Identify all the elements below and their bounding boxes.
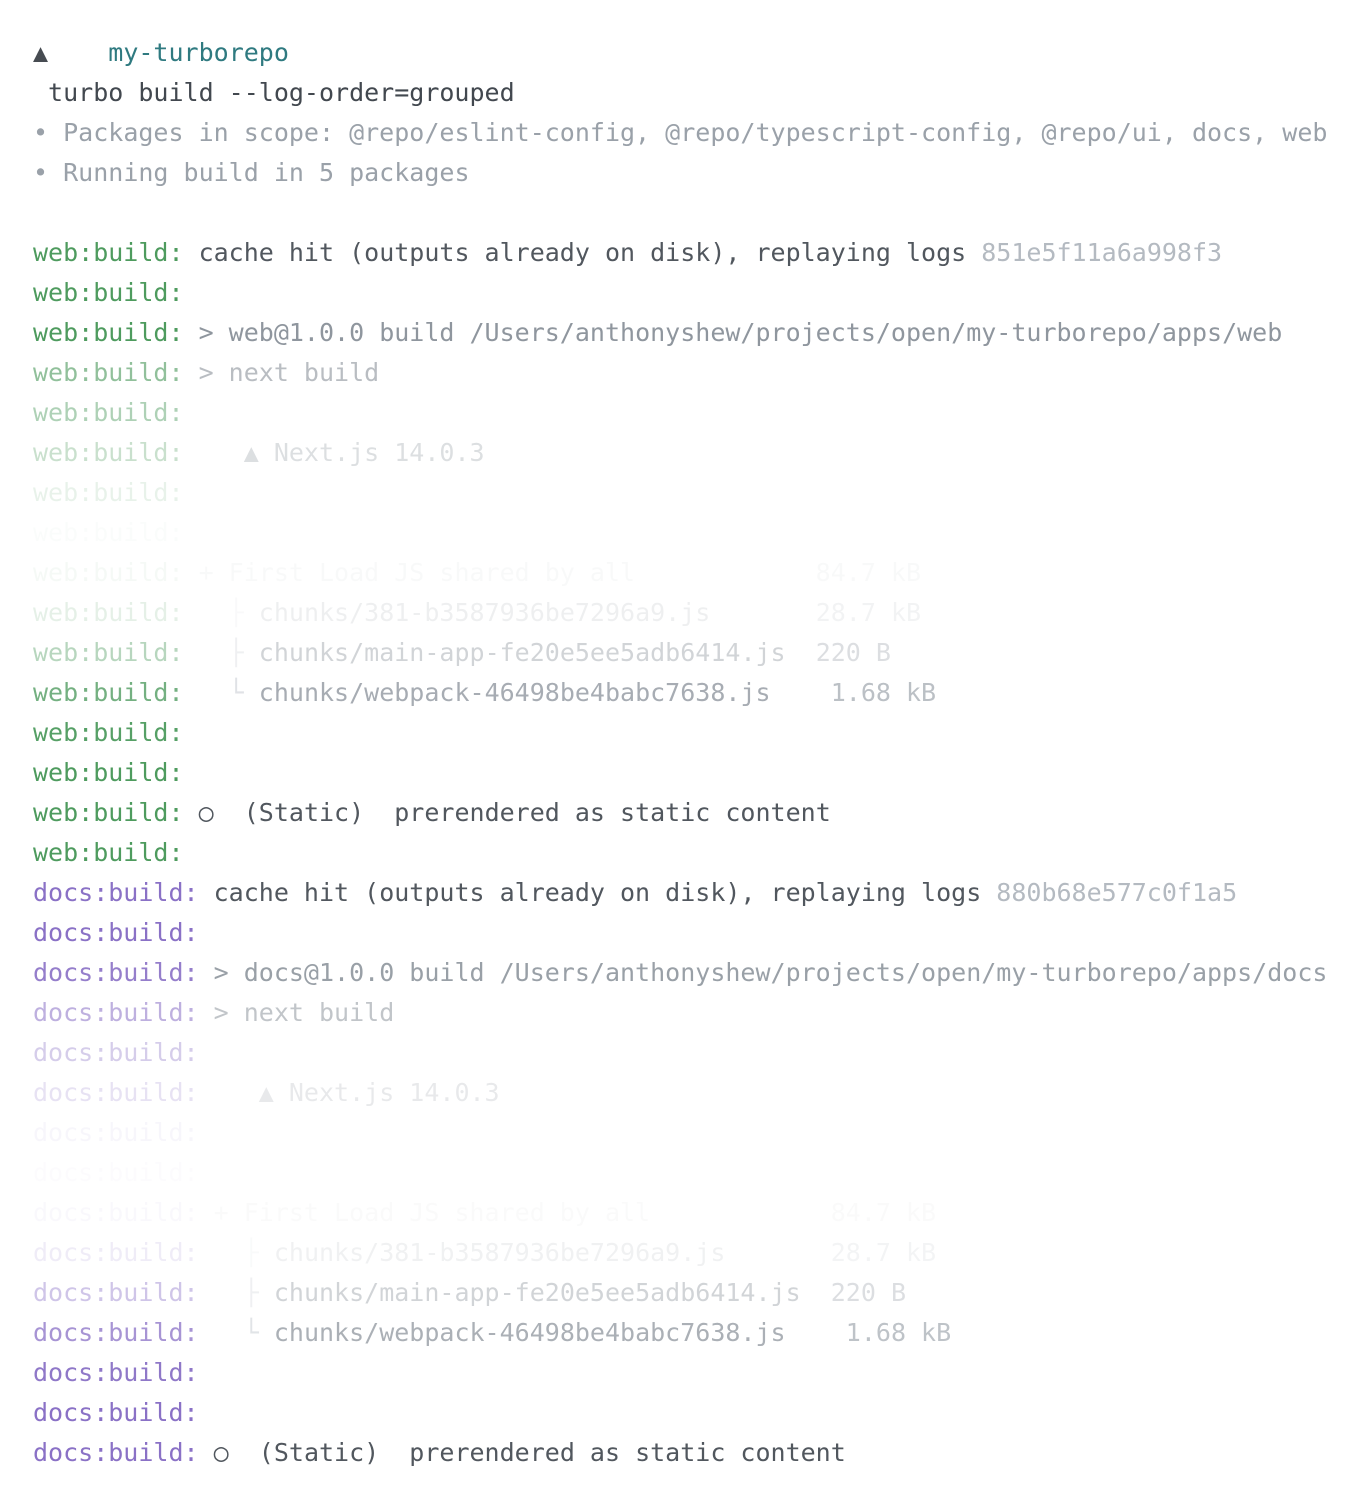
- log-line: [33, 233, 1364, 273]
- log-line: [33, 1433, 1364, 1473]
- task-prefix-docs: docs:build:: [33, 918, 199, 947]
- task-prefix-web: web:build:: [33, 598, 199, 627]
- log-text: > docs@1.0.0 build /Users/anthonyshew/projects/open/my-turborepo/apps/docs: [213, 958, 1328, 987]
- chunk-file: chunks/webpack-46498be4babc7638.js: [273, 1318, 786, 1347]
- log-line: [33, 273, 1364, 313]
- chunk-size: 28.7 kB: [710, 598, 922, 627]
- packages-in-scope-text: Packages in scope: @repo/eslint-config, @repo/typescript-config, @repo/ui, docs, web: [63, 118, 1328, 147]
- task-prefix-web: web:build:: [33, 238, 199, 267]
- task-prefix-docs: docs:build:: [33, 998, 214, 1027]
- task-prefix-docs: docs:build:: [33, 1398, 199, 1427]
- log-line: [33, 1353, 1364, 1393]
- task-prefix-web: web:build:: [33, 838, 184, 867]
- tree-branch-icon: ├: [198, 638, 259, 667]
- log-line: [33, 673, 1364, 713]
- task-prefix-web: web:build:: [33, 398, 184, 427]
- log-text: cache hit (outputs already on disk), replaying logs: [198, 238, 982, 267]
- chunk-file: chunks/main-app-fe20e5ee5adb6414.js: [273, 1278, 801, 1307]
- log-text: > next build: [198, 358, 380, 387]
- log-line: [33, 633, 1364, 673]
- log-line: [33, 433, 1364, 473]
- log-line: [33, 1073, 1364, 1113]
- task-prefix-web: web:build:: [33, 478, 184, 507]
- bullet-icon: •: [33, 118, 64, 147]
- chunk-size: 1.68 kB: [785, 1318, 952, 1347]
- tree-branch-icon: ├: [213, 1238, 274, 1267]
- command-text: turbo build --log-order=grouped: [33, 78, 515, 107]
- log-line: [33, 993, 1364, 1033]
- task-prefix-docs: docs:build:: [33, 878, 214, 907]
- log-line: [33, 513, 1364, 553]
- chunk-size: 1.68 kB: [770, 678, 937, 707]
- log-line: [33, 1153, 1364, 1193]
- task-prefix-docs: docs:build:: [33, 1118, 199, 1147]
- log-line: [33, 1193, 1364, 1233]
- task-prefix-web: web:build:: [33, 798, 199, 827]
- task-prefix-web: web:build:: [33, 278, 184, 307]
- log-line: [33, 193, 1364, 233]
- repo-name: my-turborepo: [108, 38, 289, 67]
- tree-branch-icon: ├: [213, 1278, 274, 1307]
- log-line: [33, 313, 1364, 353]
- log-line: [33, 833, 1364, 873]
- task-prefix-docs: docs:build:: [33, 1078, 214, 1107]
- static-circle-icon: ○: [213, 1438, 229, 1467]
- log-line: [33, 553, 1364, 593]
- task-prefix-web: web:build:: [33, 718, 184, 747]
- task-prefix-docs: docs:build:: [33, 1278, 214, 1307]
- vercel-triangle-icon: ▲: [33, 38, 49, 67]
- command-line: [33, 73, 1364, 113]
- repo-header-line: [33, 33, 1364, 73]
- log-text: [214, 1198, 936, 1227]
- task-prefix-web: web:build:: [33, 678, 199, 707]
- log-line: [33, 753, 1364, 793]
- log-text: [48, 38, 108, 67]
- log-text: > web@1.0.0 build /Users/anthonyshew/projects/open/my-turborepo/apps/web: [198, 318, 1283, 347]
- log-line: [33, 953, 1364, 993]
- log-line: [33, 353, 1364, 393]
- task-prefix-web: web:build:: [33, 318, 199, 347]
- log-line: [33, 393, 1364, 433]
- chunk-size: 220 B: [785, 638, 891, 667]
- task-prefix-web: web:build:: [33, 558, 199, 587]
- task-prefix-docs: docs:build:: [33, 1238, 214, 1267]
- log-line: [33, 1313, 1364, 1353]
- log-line: [33, 593, 1364, 633]
- chunk-file: chunks/381-b3587936be7296a9.js: [258, 598, 711, 627]
- log-line: [33, 1033, 1364, 1073]
- task-prefix-web: web:build:: [33, 638, 199, 667]
- log-line: [33, 1393, 1364, 1433]
- task-prefix-docs: docs:build:: [33, 1318, 214, 1347]
- log-line: [33, 713, 1364, 753]
- chunk-file: chunks/main-app-fe20e5ee5adb6414.js: [258, 638, 786, 667]
- nextjs-version: ▲ Next.js 14.0.3: [198, 438, 485, 467]
- chunk-size: 220 B: [800, 1278, 906, 1307]
- chunk-file: chunks/381-b3587936be7296a9.js: [273, 1238, 726, 1267]
- chunk-file: chunks/webpack-46498be4babc7638.js: [258, 678, 771, 707]
- log-text: > next build: [213, 998, 395, 1027]
- log-text: (Static) prerendered as static content: [228, 1438, 846, 1467]
- chunk-size: 28.7 kB: [725, 1238, 937, 1267]
- task-prefix-docs: docs:build:: [33, 958, 214, 987]
- cache-hash: 851e5f11a6a998f3: [981, 238, 1223, 267]
- log-line: [33, 1113, 1364, 1153]
- log-line: [33, 793, 1364, 833]
- tree-branch-icon: ├: [198, 598, 259, 627]
- task-prefix-docs: docs:build:: [33, 1038, 199, 1067]
- log-text: + First Load JS shared by all 84.7 kB: [198, 558, 922, 587]
- tree-end-icon: └: [213, 1318, 274, 1347]
- task-prefix-docs: [33, 1198, 214, 1227]
- task-prefix-docs: docs:build:: [33, 1358, 199, 1387]
- log-text: cache hit (outputs already on disk), replaying logs: [213, 878, 997, 907]
- task-prefix-web: web:build:: [33, 358, 199, 387]
- info-line: [33, 153, 1364, 193]
- task-prefix-web: [33, 518, 184, 547]
- task-prefix-docs: [33, 1158, 199, 1187]
- log-line: [33, 473, 1364, 513]
- log-line: [33, 913, 1364, 953]
- info-line: [33, 113, 1364, 153]
- cache-hash: 880b68e577c0f1a5: [996, 878, 1238, 907]
- running-build-text: Running build in 5 packages: [63, 158, 470, 187]
- nextjs-version: ▲ Next.js 14.0.3: [213, 1078, 500, 1107]
- task-prefix-web: web:build:: [33, 758, 184, 787]
- task-prefix-web: web:build:: [33, 438, 199, 467]
- log-line: [33, 873, 1364, 913]
- bullet-icon: •: [33, 158, 64, 187]
- log-line: [33, 1273, 1364, 1313]
- log-line: [33, 1233, 1364, 1273]
- static-circle-icon: ○: [198, 798, 214, 827]
- tree-end-icon: └: [198, 678, 259, 707]
- task-prefix-docs: docs:build:: [33, 1438, 214, 1467]
- log-text: (Static) prerendered as static content: [213, 798, 831, 827]
